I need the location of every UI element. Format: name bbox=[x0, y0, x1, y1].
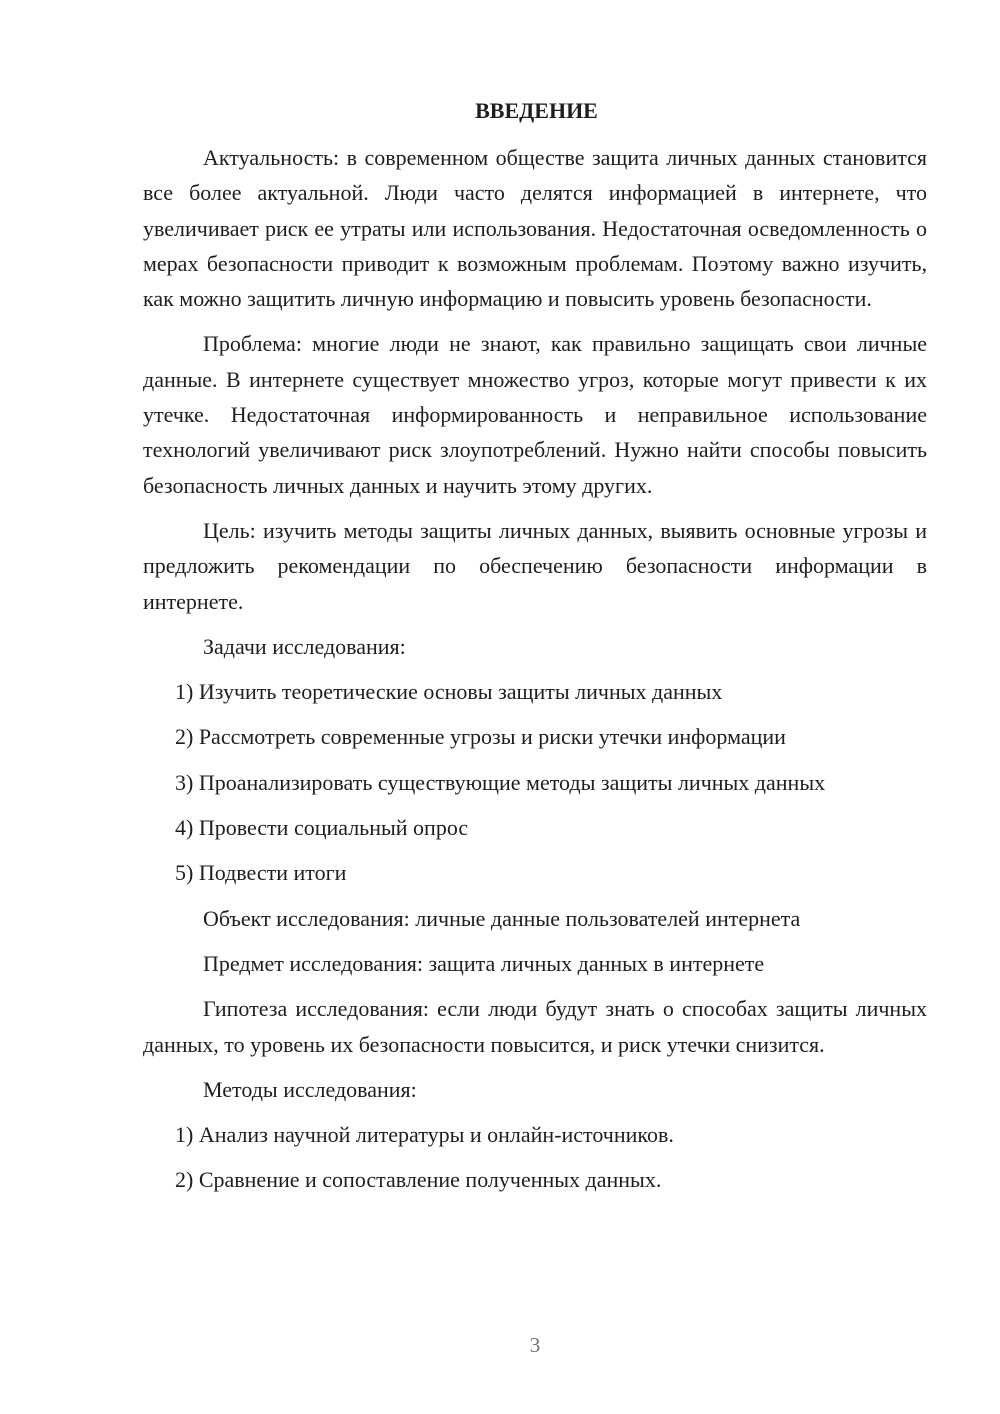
task-item: 5) Подвести итоги bbox=[175, 860, 347, 886]
relevance-paragraph: Актуальность: в современном обществе защита личных данных становится все более актуальной. Люди часто делятся информацией в интернете, что увеличивает риск ее утраты или использования. Недостаточная осведомленность о мерах безопасности приводит к возможным проблемам. Поэтому важно изучить, как можно защитить личную информацию и повысить уровень безопасности. bbox=[143, 145, 927, 312]
method-item: 1) Анализ научной литературы и онлайн-источников. bbox=[175, 1122, 674, 1148]
section-heading: ВВЕДЕНИЕ bbox=[475, 98, 598, 123]
page-content bbox=[143, 94, 927, 1208]
method-item: 2) Сравнение и сопоставление полученных данных. bbox=[175, 1167, 662, 1193]
hypothesis-paragraph: Гипотеза исследования: если люди будут знать о способах защиты личных данных, то уровень их безопасности повысится, и риск утечки снизится. bbox=[143, 996, 927, 1057]
task-item: 3) Проанализировать существующие методы защиты личных данных bbox=[175, 769, 826, 795]
problem-paragraph: Проблема: многие люди не знают, как правильно защищать свои личные данные. В интернете существует множество угроз, которые могут привести к их утечке. Недостаточная информированность и неправильное использование технологий увеличивают риск злоупотреблений. Нужно найти способы повысить безопасность личных данных и научить этому других. bbox=[143, 331, 927, 498]
subject-line: Предмет исследования: защита личных данных в интернете bbox=[203, 950, 765, 976]
task-item: 2) Рассмотреть современные угрозы и риски утечки информации bbox=[175, 724, 786, 750]
task-item: 1) Изучить теоретические основы защиты личных данных bbox=[175, 679, 723, 705]
tasks-title: Задачи исследования: bbox=[203, 633, 406, 659]
tasks-list bbox=[143, 674, 927, 890]
goal-paragraph: Цель: изучить методы защиты личных данных, выявить основные угрозы и предложить рекомендации по обеспечению безопасности информации в интернете. bbox=[143, 517, 927, 614]
methods-list bbox=[143, 1117, 927, 1198]
page-number: 3 bbox=[529, 1333, 541, 1357]
methods-title: Методы исследования: bbox=[203, 1076, 417, 1102]
object-line: Объект исследования: личные данные пользователей интернета bbox=[203, 905, 801, 931]
task-item: 4) Провести социальный опрос bbox=[175, 815, 469, 841]
